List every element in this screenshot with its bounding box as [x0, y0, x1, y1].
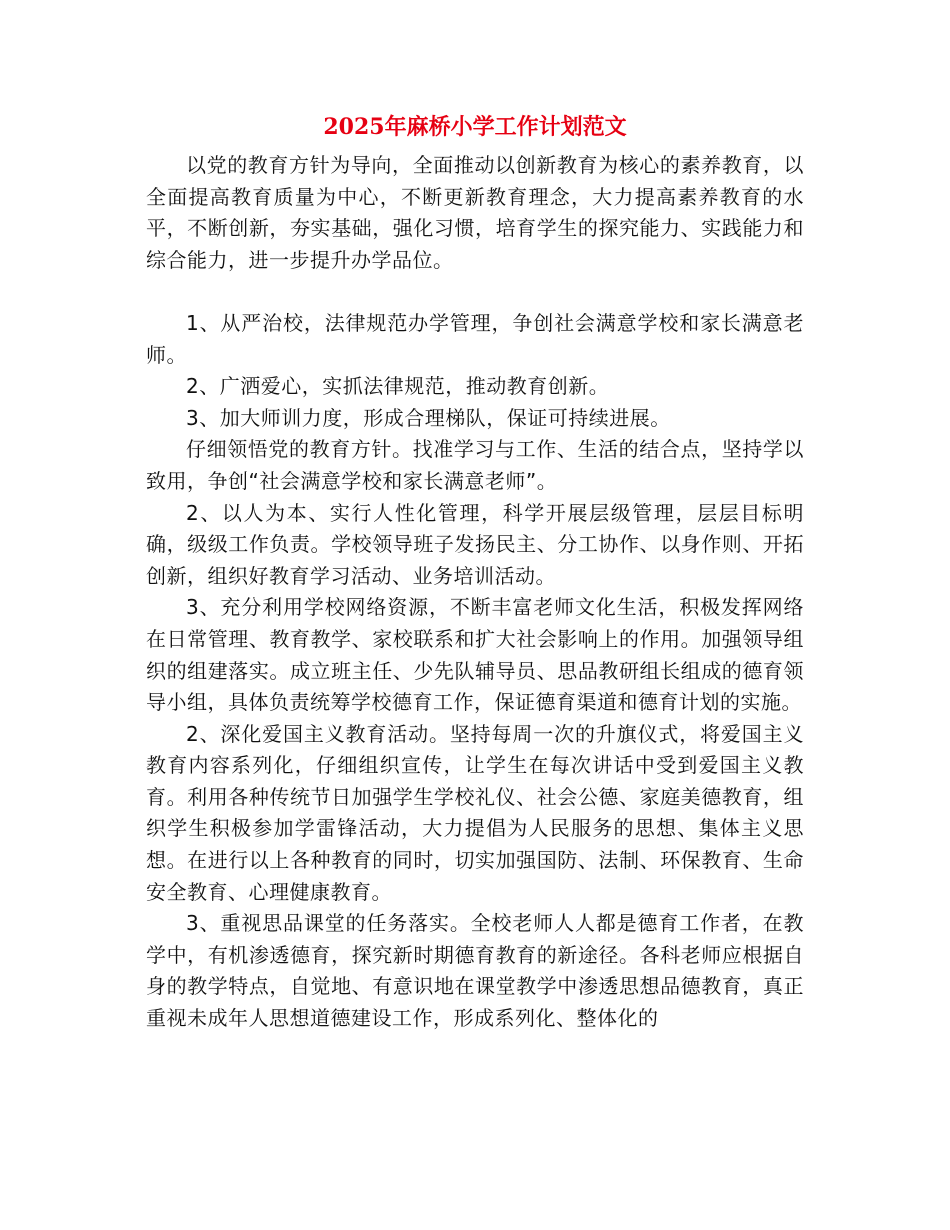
paragraph-item: 3、充分利用学校网络资源，不断丰富老师文化生活，积极发挥网络在日常管理、教育教学、家校联系和扩大社会影响上的作用。加强领导组织的组建落实。成立班主任、少先队辅导员、思品教研组长组成的德育领导小组，具体负责统筹学校德育工作，保证德育渠道和德育计划的实施。 [146, 595, 804, 715]
paragraph-item: 3、加大师训力度，形成合理梯队，保证可持续进展。 [186, 405, 671, 430]
paragraph-item: 2、以人为本、实行人性化管理，科学开展层级管理，层层目标明确，级级工作负责。学校领导班子发扬民主、分工协作、以身作则、开拓创新，组织好教育学习活动、业务培训活动。 [146, 500, 804, 588]
paragraph-item: 1、从严治校，法律规范办学管理，争创社会满意学校和家长满意老师。 [146, 310, 804, 367]
paragraph-item: 3、重视思品课堂的任务落实。全校老师人人都是德育工作者，在教学中，有机渗透德育，探究新时期德育教育的新途径。各科老师应根据自身的教学特点，自觉地、有意识地在课堂教学中渗透思想品德教育，真正重视未成年人思想道德建设工作，形成系列化、整体化的 [146, 911, 804, 1031]
document-title: 2025年麻桥小学工作计划范文 [323, 114, 627, 140]
document-body [146, 150, 804, 1035]
paragraph-intro: 以党的教育方针为导向，全面推动以创新教育为核心的素养教育，以全面提高教育质量为中心，不断更新教育理念，大力提高素养教育的水平，不断创新，夯实基础，强化习惯，培育学生的探究能力、实践能力和综合能力，进一步提升办学品位。 [146, 153, 804, 272]
paragraph-item: 仔细领悟党的教育方针。找准学习与工作、生活的结合点，坚持学以致用，争创“社会满意学校和家长满意老师”。 [146, 437, 804, 493]
paragraph-item: 2、广洒爱心，实抓法律规范，推动教育创新。 [186, 374, 610, 399]
paragraph-item: 2、深化爱国主义教育活动。坚持每周一次的升旗仪式，将爱国主义教育内容系列化，仔细组织宣传，让学生在每次讲话中受到爱国主义教育。利用各种传统节日加强学生学校礼仪、社会公德、家庭美德教育，组织学生积极参加学雷锋活动，大力提倡为人民服务的思想、集体主义思想。在进行以上各种教育的同时，切实加强国防、法制、环保教育、生命安全教育、心理健康教育。 [146, 721, 804, 904]
